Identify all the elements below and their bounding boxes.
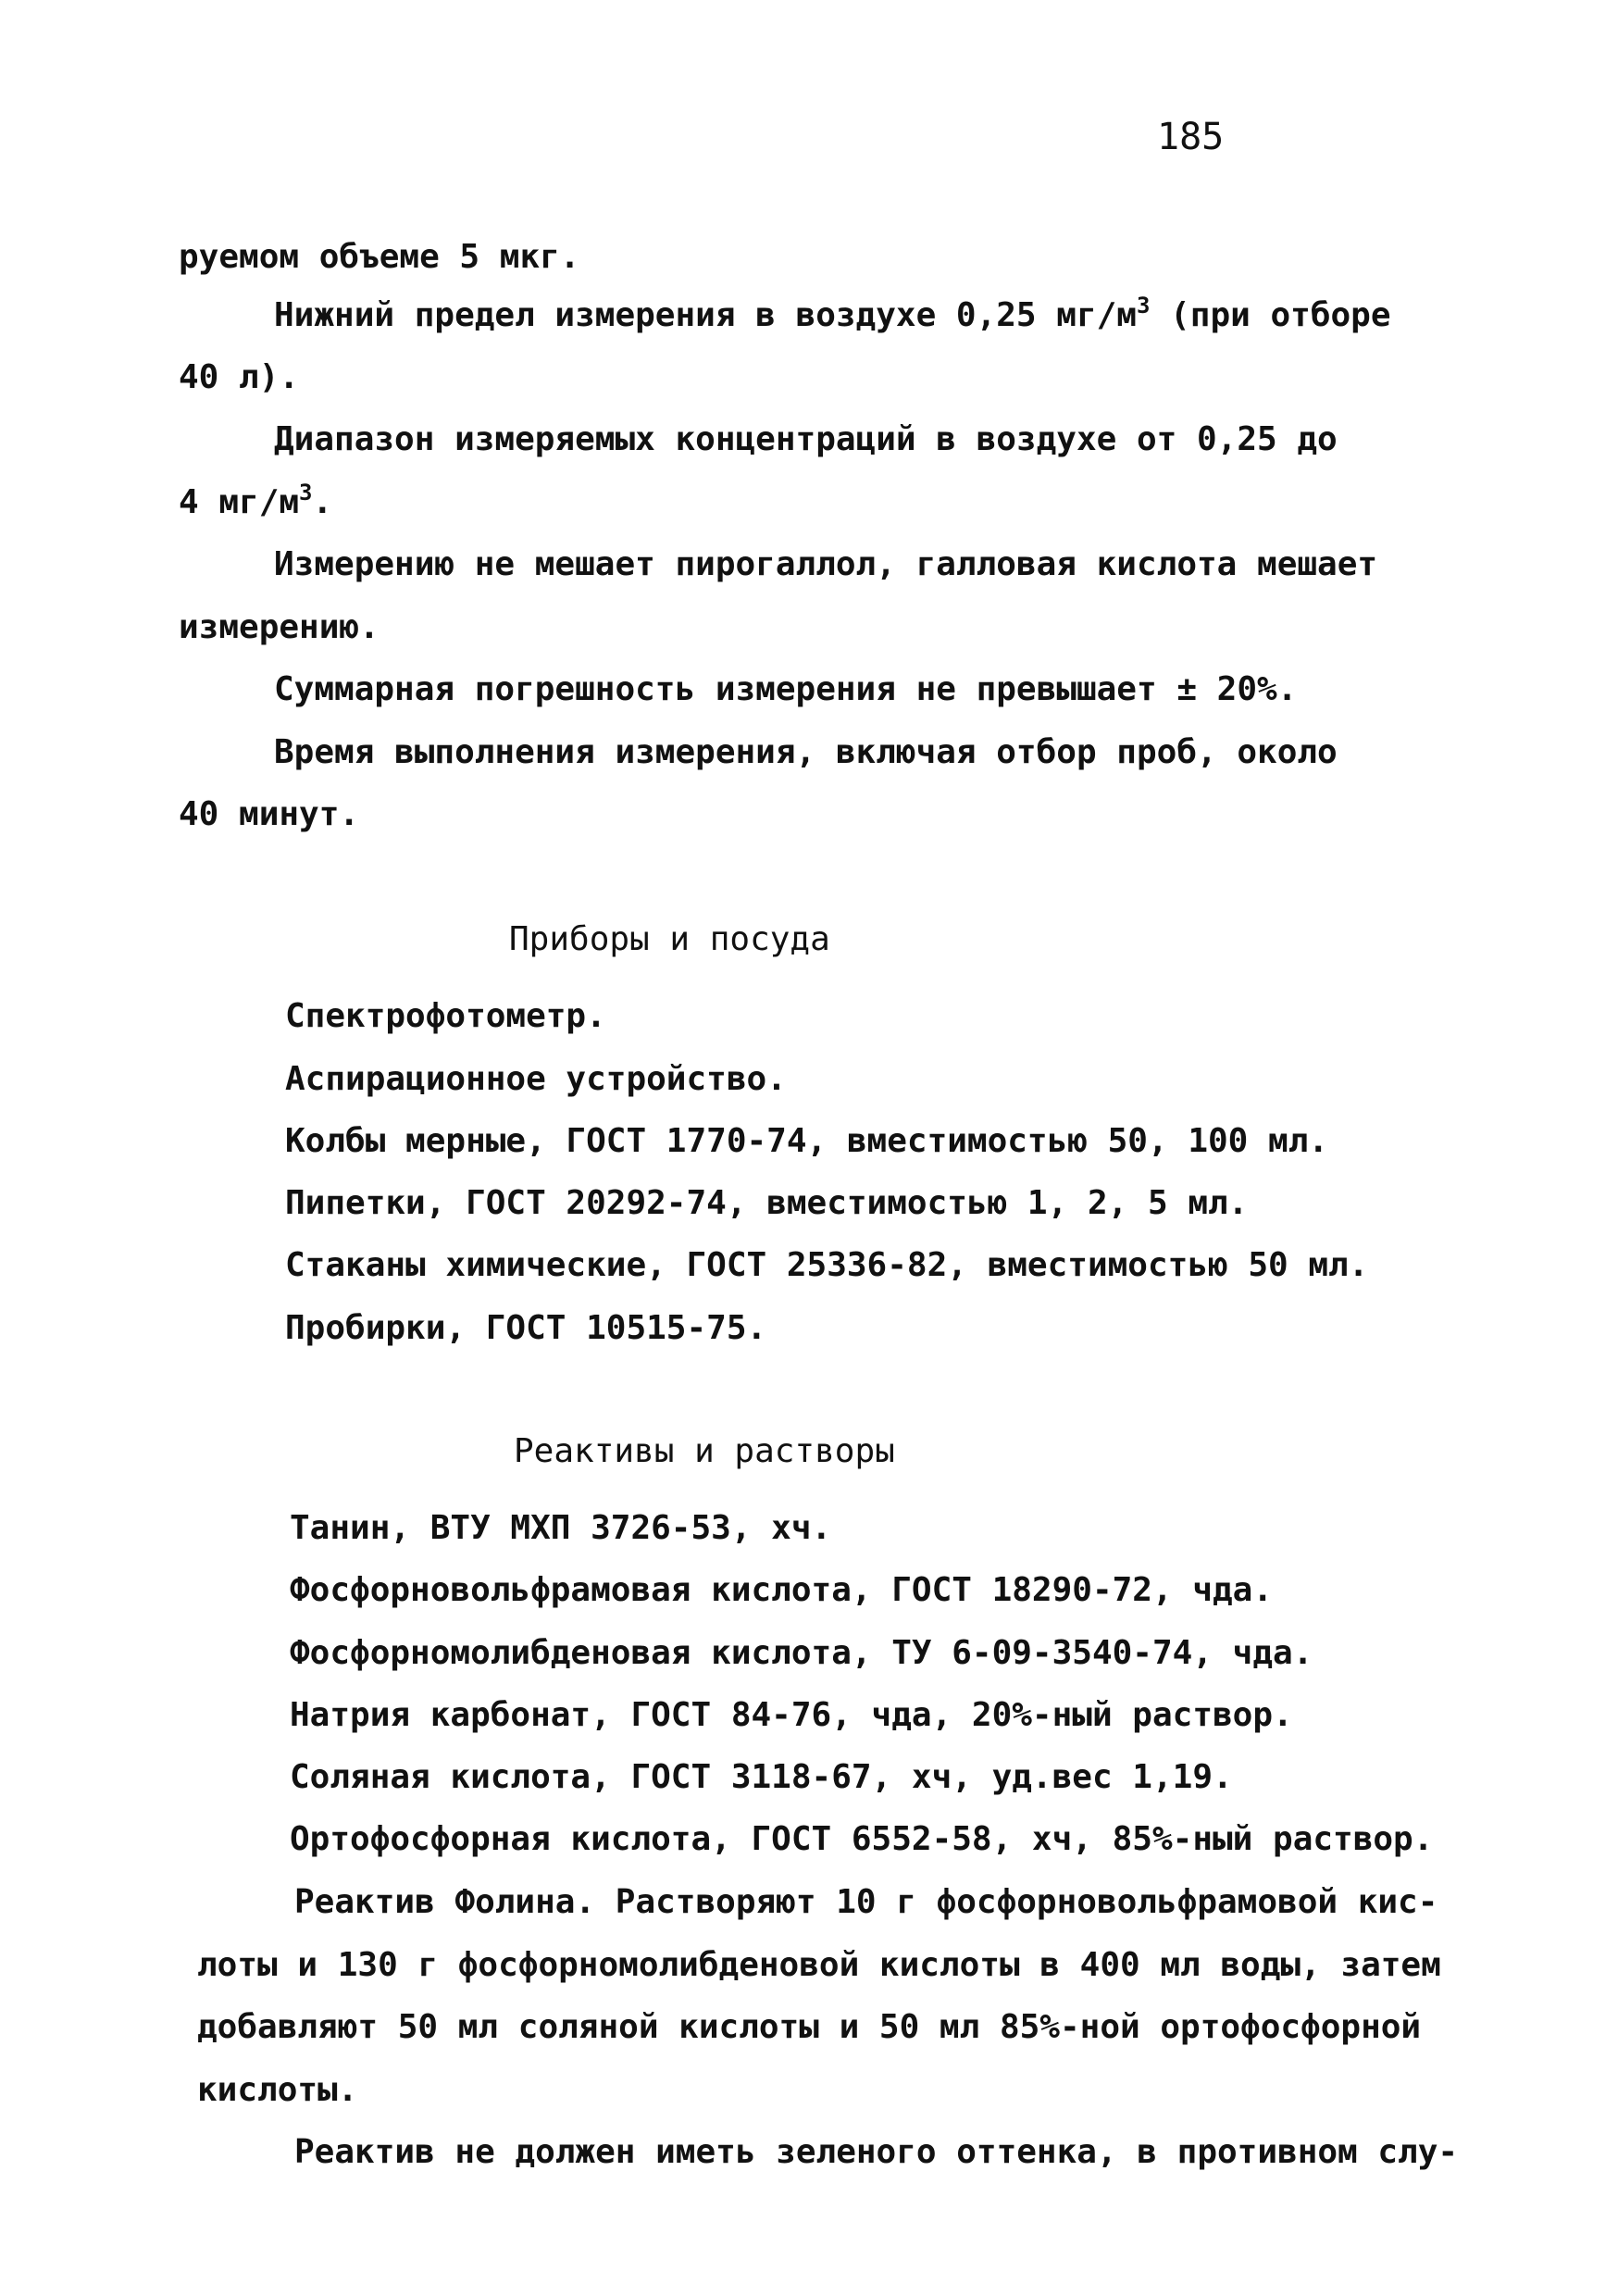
equipment-item: Аспирационное устройство. xyxy=(285,1060,787,1098)
intro-line-5-text: 4 мг/м xyxy=(179,483,300,521)
intro-line-8: Суммарная погрешность измерения не превышает ± 20%. xyxy=(274,670,1298,708)
reagent-item: Танин, ВТУ МХП 3726-53, хч. xyxy=(290,1509,832,1547)
equipment-item: Спектрофотометр. xyxy=(285,997,606,1035)
intro-line-7: измерению. xyxy=(179,608,380,646)
intro-line-4: Диапазон измеряемых концентраций в воздухе от 0,25 до xyxy=(274,420,1338,458)
reagent-item: Фосфорновольфрамовая кислота, ГОСТ 18290-72, чда. xyxy=(290,1571,1274,1609)
intro-line-2-tail: (при отборе xyxy=(1150,296,1391,334)
intro-line-10: 40 минут. xyxy=(179,795,360,833)
equipment-item: Колбы мерные, ГОСТ 1770-74, вместимостью 50, 100 мл. xyxy=(285,1122,1329,1160)
reagent-item: Соляная кислота, ГОСТ 3118-67, хч, уд.вес 1,19. xyxy=(290,1758,1233,1796)
intro-line-5-superscript: 3 xyxy=(299,480,313,505)
intro-line-3: 40 л). xyxy=(179,358,300,396)
folin-line-5: Реактив не должен иметь зеленого оттенка, в противном слу- xyxy=(294,2133,1459,2171)
reagent-item: Натрия карбонат, ГОСТ 84-76, чда, 20%-ный раствор. xyxy=(290,1696,1293,1734)
page-number: 185 xyxy=(1157,116,1225,158)
intro-line-1: руемом объеме 5 мкг. xyxy=(179,238,580,276)
equipment-item: Пробирки, ГОСТ 10515-75. xyxy=(285,1309,767,1347)
intro-line-2-superscript: 3 xyxy=(1136,293,1151,318)
reagent-item: Ортофосфорная кислота, ГОСТ 6552-58, хч, 85%-ный раствор. xyxy=(290,1820,1434,1858)
intro-line-2 xyxy=(274,294,1391,340)
folin-line-4: кислоты. xyxy=(197,2071,358,2109)
equipment-heading: Приборы и посуда xyxy=(509,920,830,958)
folin-line-3: добавляют 50 мл соляной кислоты и 50 мл 85%-ной ортофосфорной xyxy=(197,2008,1422,2046)
intro-line-6: Измерению не мешает пирогаллол, галловая кислота мешает xyxy=(274,545,1378,583)
intro-line-2-text: Нижний предел измерения в воздухе 0,25 мг/м xyxy=(274,296,1137,334)
equipment-item: Стаканы химические, ГОСТ 25336-82, вместимостью 50 мл. xyxy=(285,1246,1369,1284)
intro-line-9: Время выполнения измерения, включая отбор проб, около xyxy=(274,733,1338,771)
reagents-heading: Реактивы и растворы xyxy=(514,1432,895,1470)
folin-line-1: Реактив Фолина. Растворяют 10 г фосфорновольфрамовой кис- xyxy=(294,1883,1438,1921)
equipment-item: Пипетки, ГОСТ 20292-74, вместимостью 1, 2, 5 мл. xyxy=(285,1184,1249,1222)
intro-line-5 xyxy=(179,481,332,527)
reagent-item: Фосфорномолибденовая кислота, ТУ 6-09-3540-74, чда. xyxy=(290,1634,1313,1672)
intro-line-5-tail: . xyxy=(312,483,333,521)
folin-line-2: лоты и 130 г фосфорномолибденовой кислоты в 400 мл воды, затем xyxy=(197,1946,1441,1984)
